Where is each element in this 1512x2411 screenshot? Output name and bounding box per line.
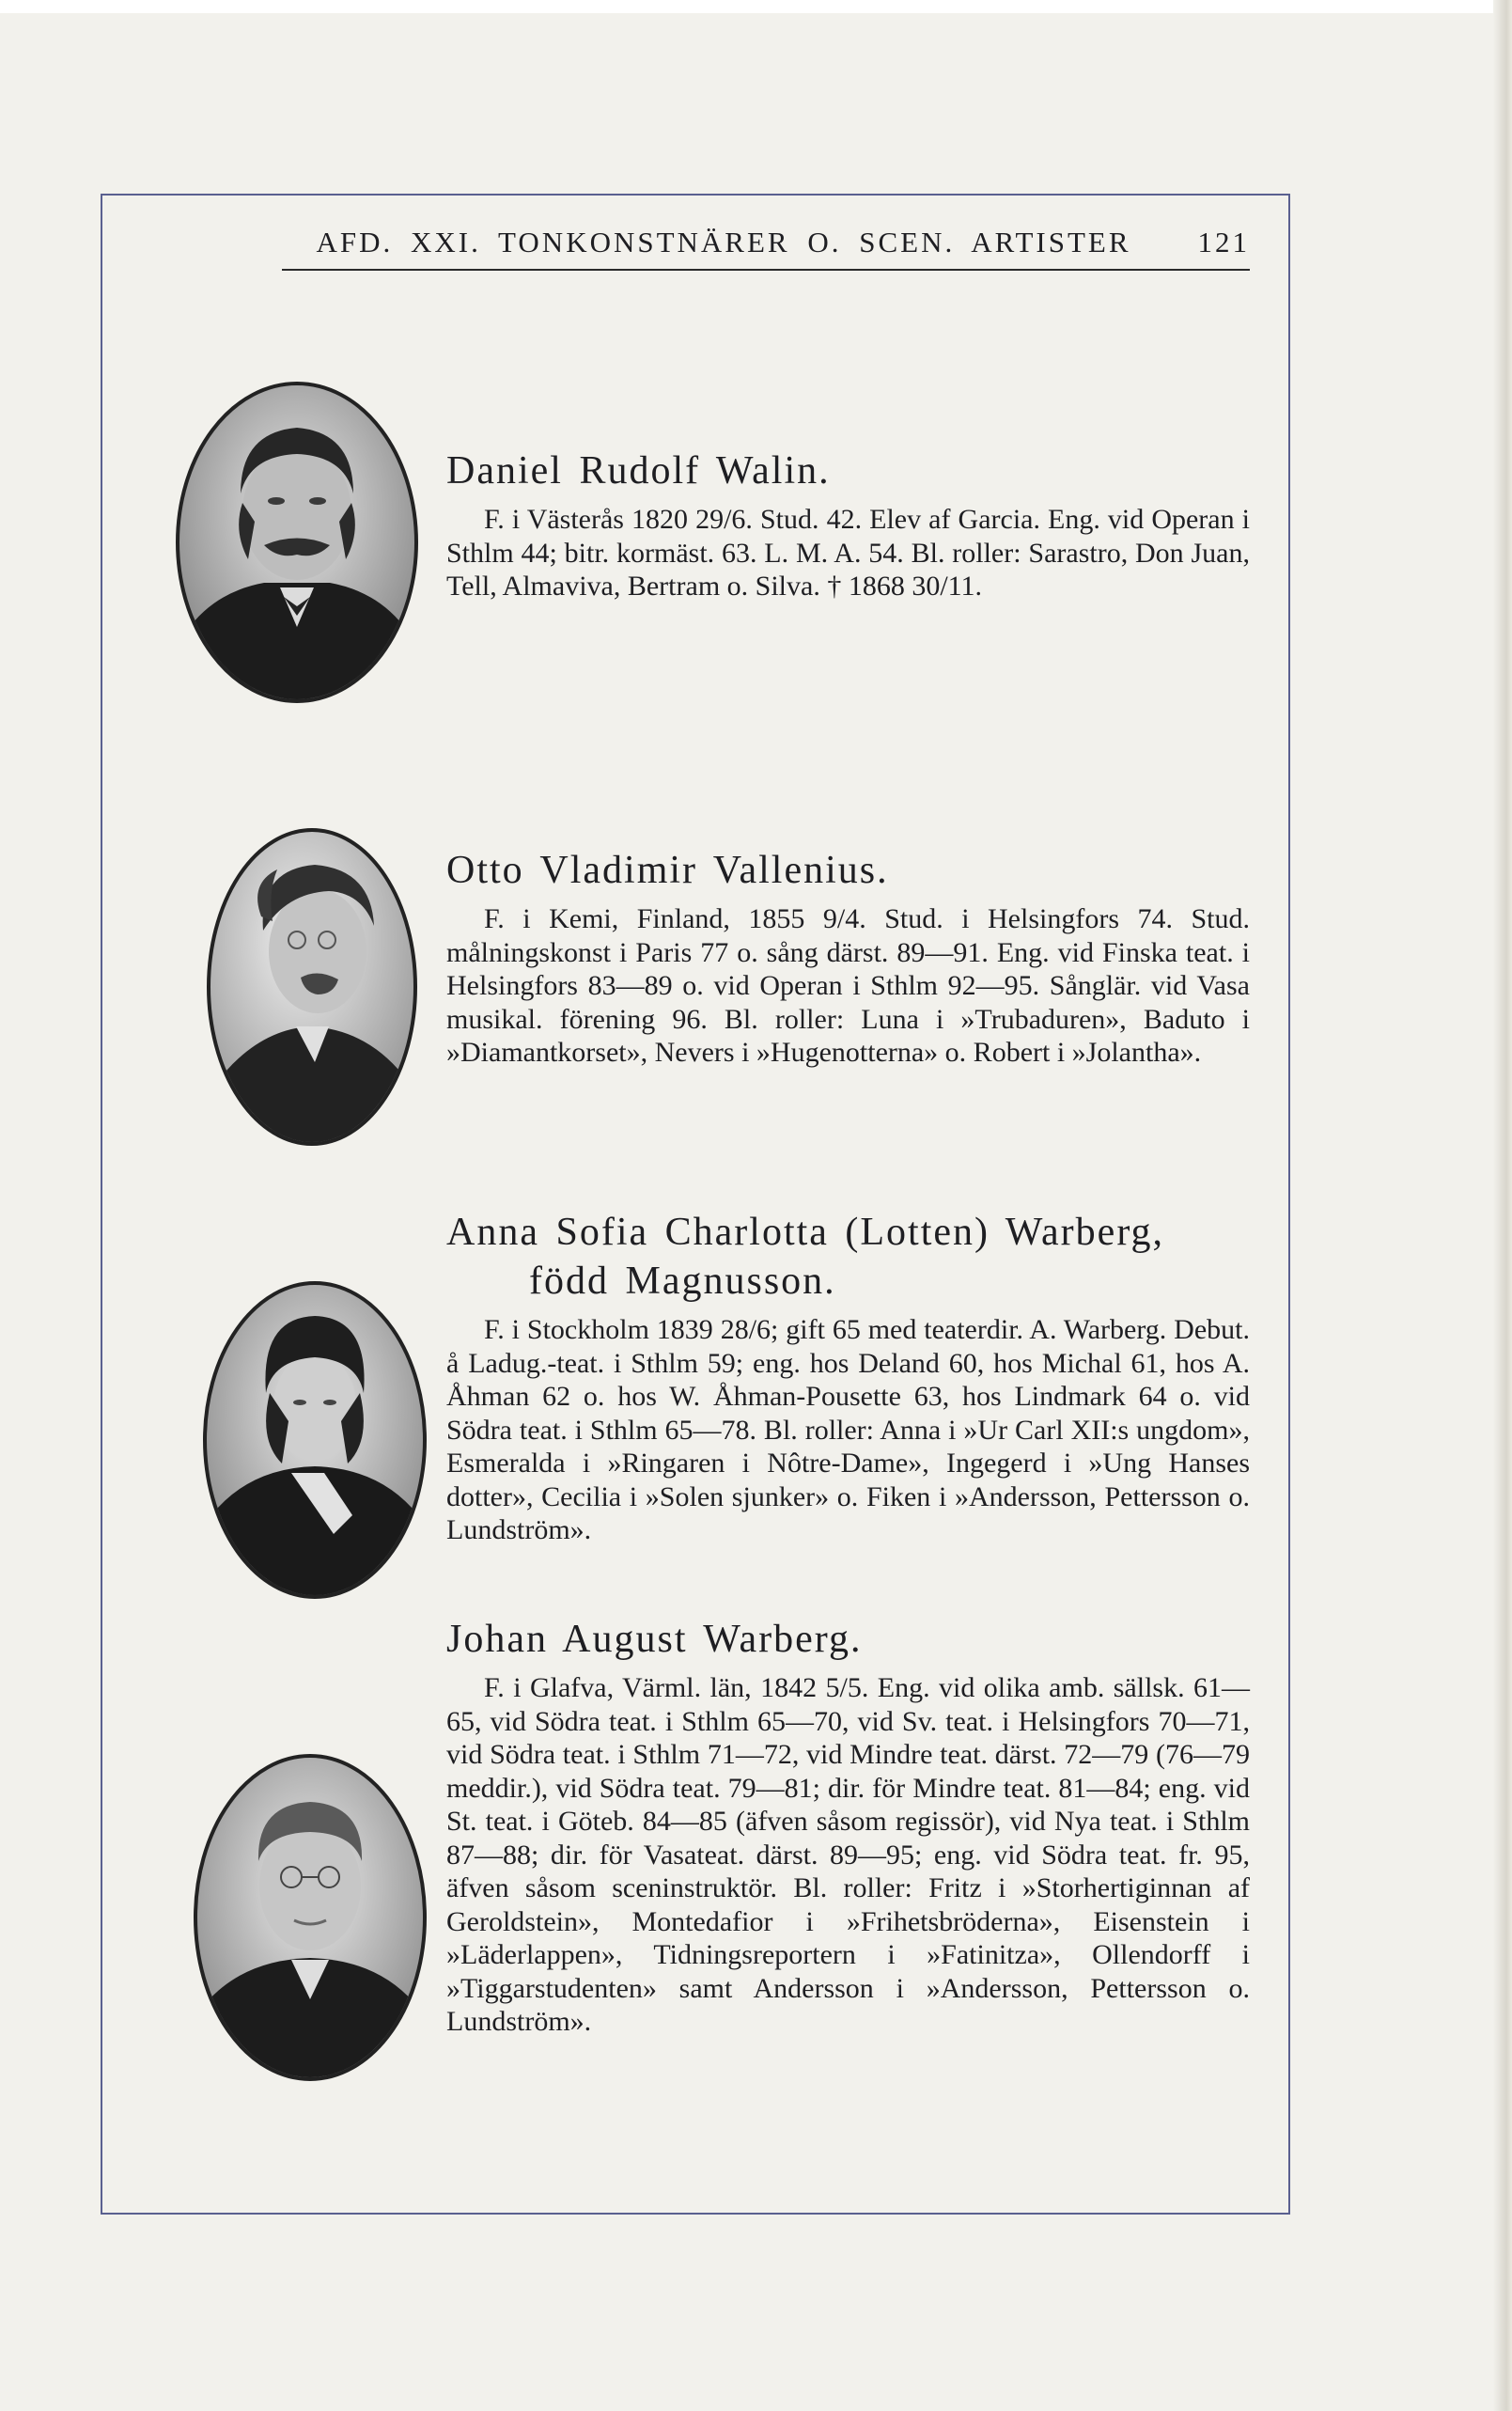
entry-text: F. i Kemi, Finland, 1855 9/4. Stud. i Helsingfors 74. Stud. målningskonst i Paris 77 o. sång därst. 89—91. Eng. vid Finska teat. i Helsingfors 83—89 o. vid Operan i Sthlm 92—95. Sånglär. vid Vasa musikal. förening 96. Bl. roller: Luna i »Trubaduren», Baduto i »Diamantkorset», Nevers i »Hugenotterna» o. Robert i »Jolantha». [446, 903, 1250, 1068]
entry-walin [446, 446, 1250, 603]
entry-johan-warberg [446, 1615, 1250, 2039]
portrait-vallenius [207, 827, 418, 1147]
entry-vallenius [446, 846, 1250, 1070]
entry-name-line1: Anna Sofia Charlotta (Lotten) Warberg, [446, 1211, 1165, 1254]
page-number: 121 [1197, 226, 1250, 258]
entry-name: Daniel Rudolf Walin. [446, 449, 831, 493]
portrait-walin [175, 381, 419, 705]
page-edge-shadow [1493, 0, 1512, 2411]
entry-text: F. i Västerås 1820 29/6. Stud. 42. Elev af Garcia. Eng. vid Operan i Sthlm 44; bitr. kormäst. 63. L. M. A. 54. Bl. roller: Sarastro, Don Juan, Tell, Almaviva, Bertram o. Silva. † 1868 30/11. [446, 504, 1250, 602]
entry-lotten-warberg [446, 1208, 1250, 1547]
entry-text: F. i Glafva, Värml. län, 1842 5/5. Eng. vid olika amb. sällsk. 61—65, vid Södra teat. i Sthlm 65—70, vid Sv. teat. i Helsingfors 70—71, vid Södra teat. i Sthlm 71—72, vid Mindre teat. därst. 72—79 (76—79 meddir.), vid Södra teat. 79—81; dir. för Mindre teat. 81—84; eng. vid St. teat. i Göteb. 84—85 (äfven såsom regissör), vid Nya teat. i Sthlm 87—88; dir. för Vasateat. därst. 89—95; eng. vid Södra teat. fr. 95, äfven såsom sceninstruktör. Bl. roller: Fritz i »Storhertiginnan af Geroldstein», Montedafior i »Frihetsbröderna», Eisenstein i »Läderlappen», Tidningsreportern i »Fatinitza», Ollendorff i »Tiggarstudenten» samt Andersson i »Andersson, Pettersson o. Lundström». [446, 1672, 1250, 2037]
entry-text: F. i Stockholm 1839 28/6; gift 65 med teaterdir. A. Warberg. Debut. å Ladug.-teat. i Sthlm 59; eng. hos Deland 60, hos Michal 61, hos A. Åhman 62 o. hos W. Åhman-Pousette 63, hos Lindmark 64 o. vid Södra teat. i Sthlm 65—78. Bl. roller: Anna i »Ur Carl XII:s ungdom», Esmeralda i »Ringaren i Nôtre-Dame», Ingegerd i »Ung Hanses dotter», Cecilia i »Solen sjunker» o. Fiken i »Andersson, Pettersson o. Lundström». [446, 1314, 1250, 1545]
portrait-johan-warberg [193, 1753, 428, 2082]
page-top-margin [0, 0, 1512, 13]
portrait-lotten-warberg [202, 1280, 428, 1600]
entry-name [446, 1208, 1250, 1306]
running-header [282, 226, 1250, 271]
header-title: AFD. XXI. TONKONSTNÄRER O. SCEN. ARTISTER [316, 226, 1131, 258]
entry-name: Otto Vladimir Vallenius. [446, 849, 889, 892]
entry-name: Johan August Warberg. [446, 1618, 863, 1661]
entry-name-line2: född Magnusson. [529, 1260, 836, 1303]
